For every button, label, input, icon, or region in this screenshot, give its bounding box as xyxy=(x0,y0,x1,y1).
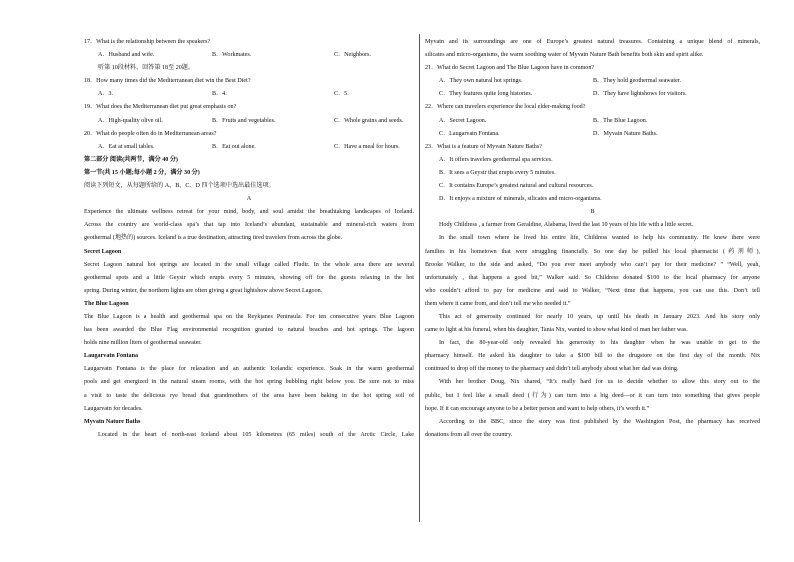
q19-option-b: B．Fruits and vegetables. xyxy=(212,117,276,124)
section-1-heading: 第一节(共 15 小题;每小题 2 分，满分 30 分) xyxy=(84,169,200,176)
secret-lagoon-heading: Secret Lagoon xyxy=(84,248,122,255)
question-21-options-row1 xyxy=(425,75,760,88)
p2-line: families in his hometown that were struggling financially. So one day he pulled his local pharmacist (药剂师), xyxy=(425,248,760,255)
p5-line: public, but I feel like a small deed (行为) can turn into a big deed—or it can turn into something that gives people xyxy=(425,392,760,399)
p2-line: In the small town where he lived his entire life, Childress wanted to help his community. He knew there were xyxy=(439,235,760,242)
question-22-stem: 22．Where can travelers experience the local elder-making food? xyxy=(425,104,586,111)
column-divider xyxy=(419,34,420,522)
laugarvatn-heading: Laugarvatn Fontana xyxy=(84,353,139,360)
laugarvatn-line: a visit to taste the delicious rye bread that grandmothers of the area have been baking in the hot spring soil of xyxy=(84,392,414,399)
blue-lagoon-line: The Blue Lagoon is a health and geothermal spa on the Reykjanes Peninsula. For ten consecutive years Blue Lagoon xyxy=(84,313,414,320)
question-19-stem: 19．What does the Mediterranean diet put great emphasis on? xyxy=(84,104,237,111)
laugarvatn-line: Laugarvatn for decades. xyxy=(84,405,143,412)
q18-option-c: C．5. xyxy=(334,91,349,98)
q22-option-d: D．Myvatn Nature Baths. xyxy=(593,130,658,137)
q23-option-c: C．It contains Europe’s greatest natural and cultural resources. xyxy=(439,183,594,190)
p2-line: Brooke Walker, to the side and asked, “Do you ever meet anybody who can’t pay for their medicine? ” “Well, yeah, xyxy=(425,261,760,268)
passage-b-p4 xyxy=(425,337,760,376)
right-column xyxy=(425,36,760,442)
reading-instruction: 阅读下列短文，从每题所给的 A、B、C、D 四个选项中选出最佳选项。 xyxy=(84,183,275,190)
passage-a-label: A xyxy=(246,196,252,203)
q21-option-a: A．They own natural hot springs. xyxy=(439,78,523,85)
p4-line: pharmacy himself. He asked his daughter to take a $100 bill to the drugstore on the first day of the month. Nix xyxy=(425,353,760,360)
q21-option-d: D．They have lightshows for visitors. xyxy=(593,91,687,98)
q21-option-c: C．They features quite long histories. xyxy=(439,91,533,98)
question-22-options-row1 xyxy=(425,115,760,128)
question-21-stem: 21．What do Secret Lagoon and The Blue Lagoon have in common? xyxy=(425,65,595,72)
passage-b-p3 xyxy=(425,311,760,337)
laugarvatn-line: pools and get energized in the natural steam rooms, with the hot spring bubbling right below you. Be sure not to miss xyxy=(84,379,414,386)
secret-lagoon-line: geothermal spots and a little Geysir which erupts every 5 minutes, showing off for the guests relaxing in the hot xyxy=(84,274,414,281)
laugarvatn-line: Laugarvatn Fontana is the place for relaxation and an authentic Icelandic experience. Soak in the warm geothermal xyxy=(84,366,414,373)
secret-lagoon-line: Secret Lagoon natural hot springs are located in the small village called Fludir. In the whole area there are several xyxy=(84,261,414,268)
p6-line: According to the BBC, since the story was first published by the Washington Post, the pharmacy has received xyxy=(439,418,760,425)
passage-b-p1: Hody Childress , a farmer from Geraldine, Alabama, lived the last 10 years of his life with a little secret. xyxy=(439,222,694,229)
p2-line: unfortunately , that happens a good bit,” Walker said. So Childress donated $100 to the local pharmacy for anyone xyxy=(425,274,760,281)
p5-line: With her brother Doug, Nix shared, “It’s really hard for us to decide whether to allow this story out to the xyxy=(439,379,760,386)
q18-option-b: B．4. xyxy=(212,91,227,98)
left-column xyxy=(84,36,414,442)
passage-a-intro xyxy=(84,206,414,245)
q17-option-a: A．Husband and wife. xyxy=(98,52,155,59)
passage-b-p6 xyxy=(425,416,760,442)
q23-option-a: A．It offers travelers geothermal spa services. xyxy=(439,156,553,163)
question-17-stem: 17．What is the relationship between the speakers? xyxy=(84,39,211,45)
secret-lagoon-text xyxy=(84,259,414,298)
p2-line: who couldn’t afford to pay for medicine and said to Walker, “Next time that happens, you can use this. Don’t tell xyxy=(425,287,760,294)
q22-option-c: C．Laugarvatn Fontana. xyxy=(439,130,500,137)
question-23-stem: 23．What is a feature of Myvatn Nature Baths? xyxy=(425,143,542,150)
listening-intro-10: 听第 10段材料，回答第 18至 20题。 xyxy=(98,65,194,72)
p5-line: hope. If it can encourage anyone to be a better person and want to help others, it’s worth it.” xyxy=(425,405,650,412)
question-18-options xyxy=(84,88,414,101)
intro-line: Experience the ultimate wellness retreat for your mind, body, and soul amidst the breathtaking landscapes of Iceland. xyxy=(84,209,414,216)
q19-option-a: A．High-quality olive oil. xyxy=(98,117,163,124)
q19-option-c: C．Whole grains and seeds. xyxy=(334,117,404,124)
question-22-options-row2 xyxy=(425,128,760,141)
question-18-stem: 18．How many times did the Mediterranean diet win the Best Diet? xyxy=(84,78,251,85)
q22-option-a: A．Secret Lagoon. xyxy=(439,117,487,124)
p4-line: In fact, the 80-year-old only revealed his generosity to his daughter when he was unable to get to the xyxy=(439,340,760,347)
myvatn-first-line: Located in the heart of north-east Iceland about 105 kilometres (65 miles) south of the Arctic Circle, Lake xyxy=(98,431,414,438)
q18-option-a: A．3. xyxy=(98,91,114,98)
question-20-options xyxy=(84,141,414,154)
intro-line: geothermal (地热的) sources. Iceland is a true destination, attracting tired travelers from across the globe. xyxy=(84,235,343,242)
passage-b-p5 xyxy=(425,376,760,415)
passage-b-p2 xyxy=(425,232,760,311)
myvatn-heading: Myvatn Nature Baths xyxy=(84,418,141,425)
q17-option-c: C．Neighbors. xyxy=(334,52,372,59)
q22-option-b: B．The Blue Lagoon. xyxy=(593,117,648,124)
p2-line: them where it came from, and don’t tell me who needed it.” xyxy=(425,300,571,307)
q17-option-b: B．Workmates. xyxy=(212,52,252,59)
myvatn-continued-line: silicates and micro-organisms, the warm soothing water of Myvatn Nature Bath benefits both skin and spirit alike. xyxy=(425,52,704,59)
p3-line: came to light at his funeral, when his daughter, Tania Nix, wanted to show what kind of man her father was. xyxy=(425,327,688,334)
laugarvatn-text xyxy=(84,363,414,415)
secret-lagoon-line: spring. During winter, the northern lights are often giving a great lightshow above Secret Lagoon. xyxy=(84,287,323,294)
question-21-options-row2 xyxy=(425,88,760,101)
p3-line: This act of generosity continued for nearly 10 years, up until his death in January 2023. And his story only xyxy=(439,313,760,320)
q21-option-b: B．They hold geothermal seawater. xyxy=(593,78,681,85)
p4-line: continued to drop off the money to the pharmacy and didn’t tell anybody about what her dad was doing. xyxy=(425,366,679,373)
q23-option-d: D．It enjoys a mixture of minerals, silicates and micro-organisms. xyxy=(439,196,602,203)
passage-b-label: B xyxy=(590,209,595,216)
question-19-options xyxy=(84,115,414,128)
q23-option-b: B．It sees a Geysir that erupts every 5 minutes. xyxy=(439,169,556,176)
blue-lagoon-text xyxy=(84,311,414,350)
blue-lagoon-line: holds nine million liters of geothermal seawater. xyxy=(84,340,202,347)
q20-option-b: B．Eat out alone. xyxy=(212,143,256,150)
myvatn-continued-line: Myvatn and its surroundings are one of Europe’s greatest natural treasures. Containing a unique blend of minerals, xyxy=(425,39,760,45)
q20-option-c: C．Have a meal for hours. xyxy=(334,143,400,150)
intro-line: Across the country are world-class spa’s that tap into Iceland’s abundant, sustainable and mineral-rich waters from xyxy=(84,222,414,229)
q20-option-a: A．Eat at small tables. xyxy=(98,143,155,150)
question-17-options xyxy=(84,49,414,62)
part-2-heading: 第二部分 阅读(共两节，满分 40 分) xyxy=(84,156,178,163)
p6-line: donations from all over the country. xyxy=(425,431,513,438)
blue-lagoon-heading: The Blue Lagoon xyxy=(84,300,129,307)
blue-lagoon-line: has been awarded the Blue Flag environmental recognition granted to natural beaches and hot springs. The lagoon xyxy=(84,327,414,334)
question-20-stem: 20．What do people often do in Mediterranean areas? xyxy=(84,130,217,137)
